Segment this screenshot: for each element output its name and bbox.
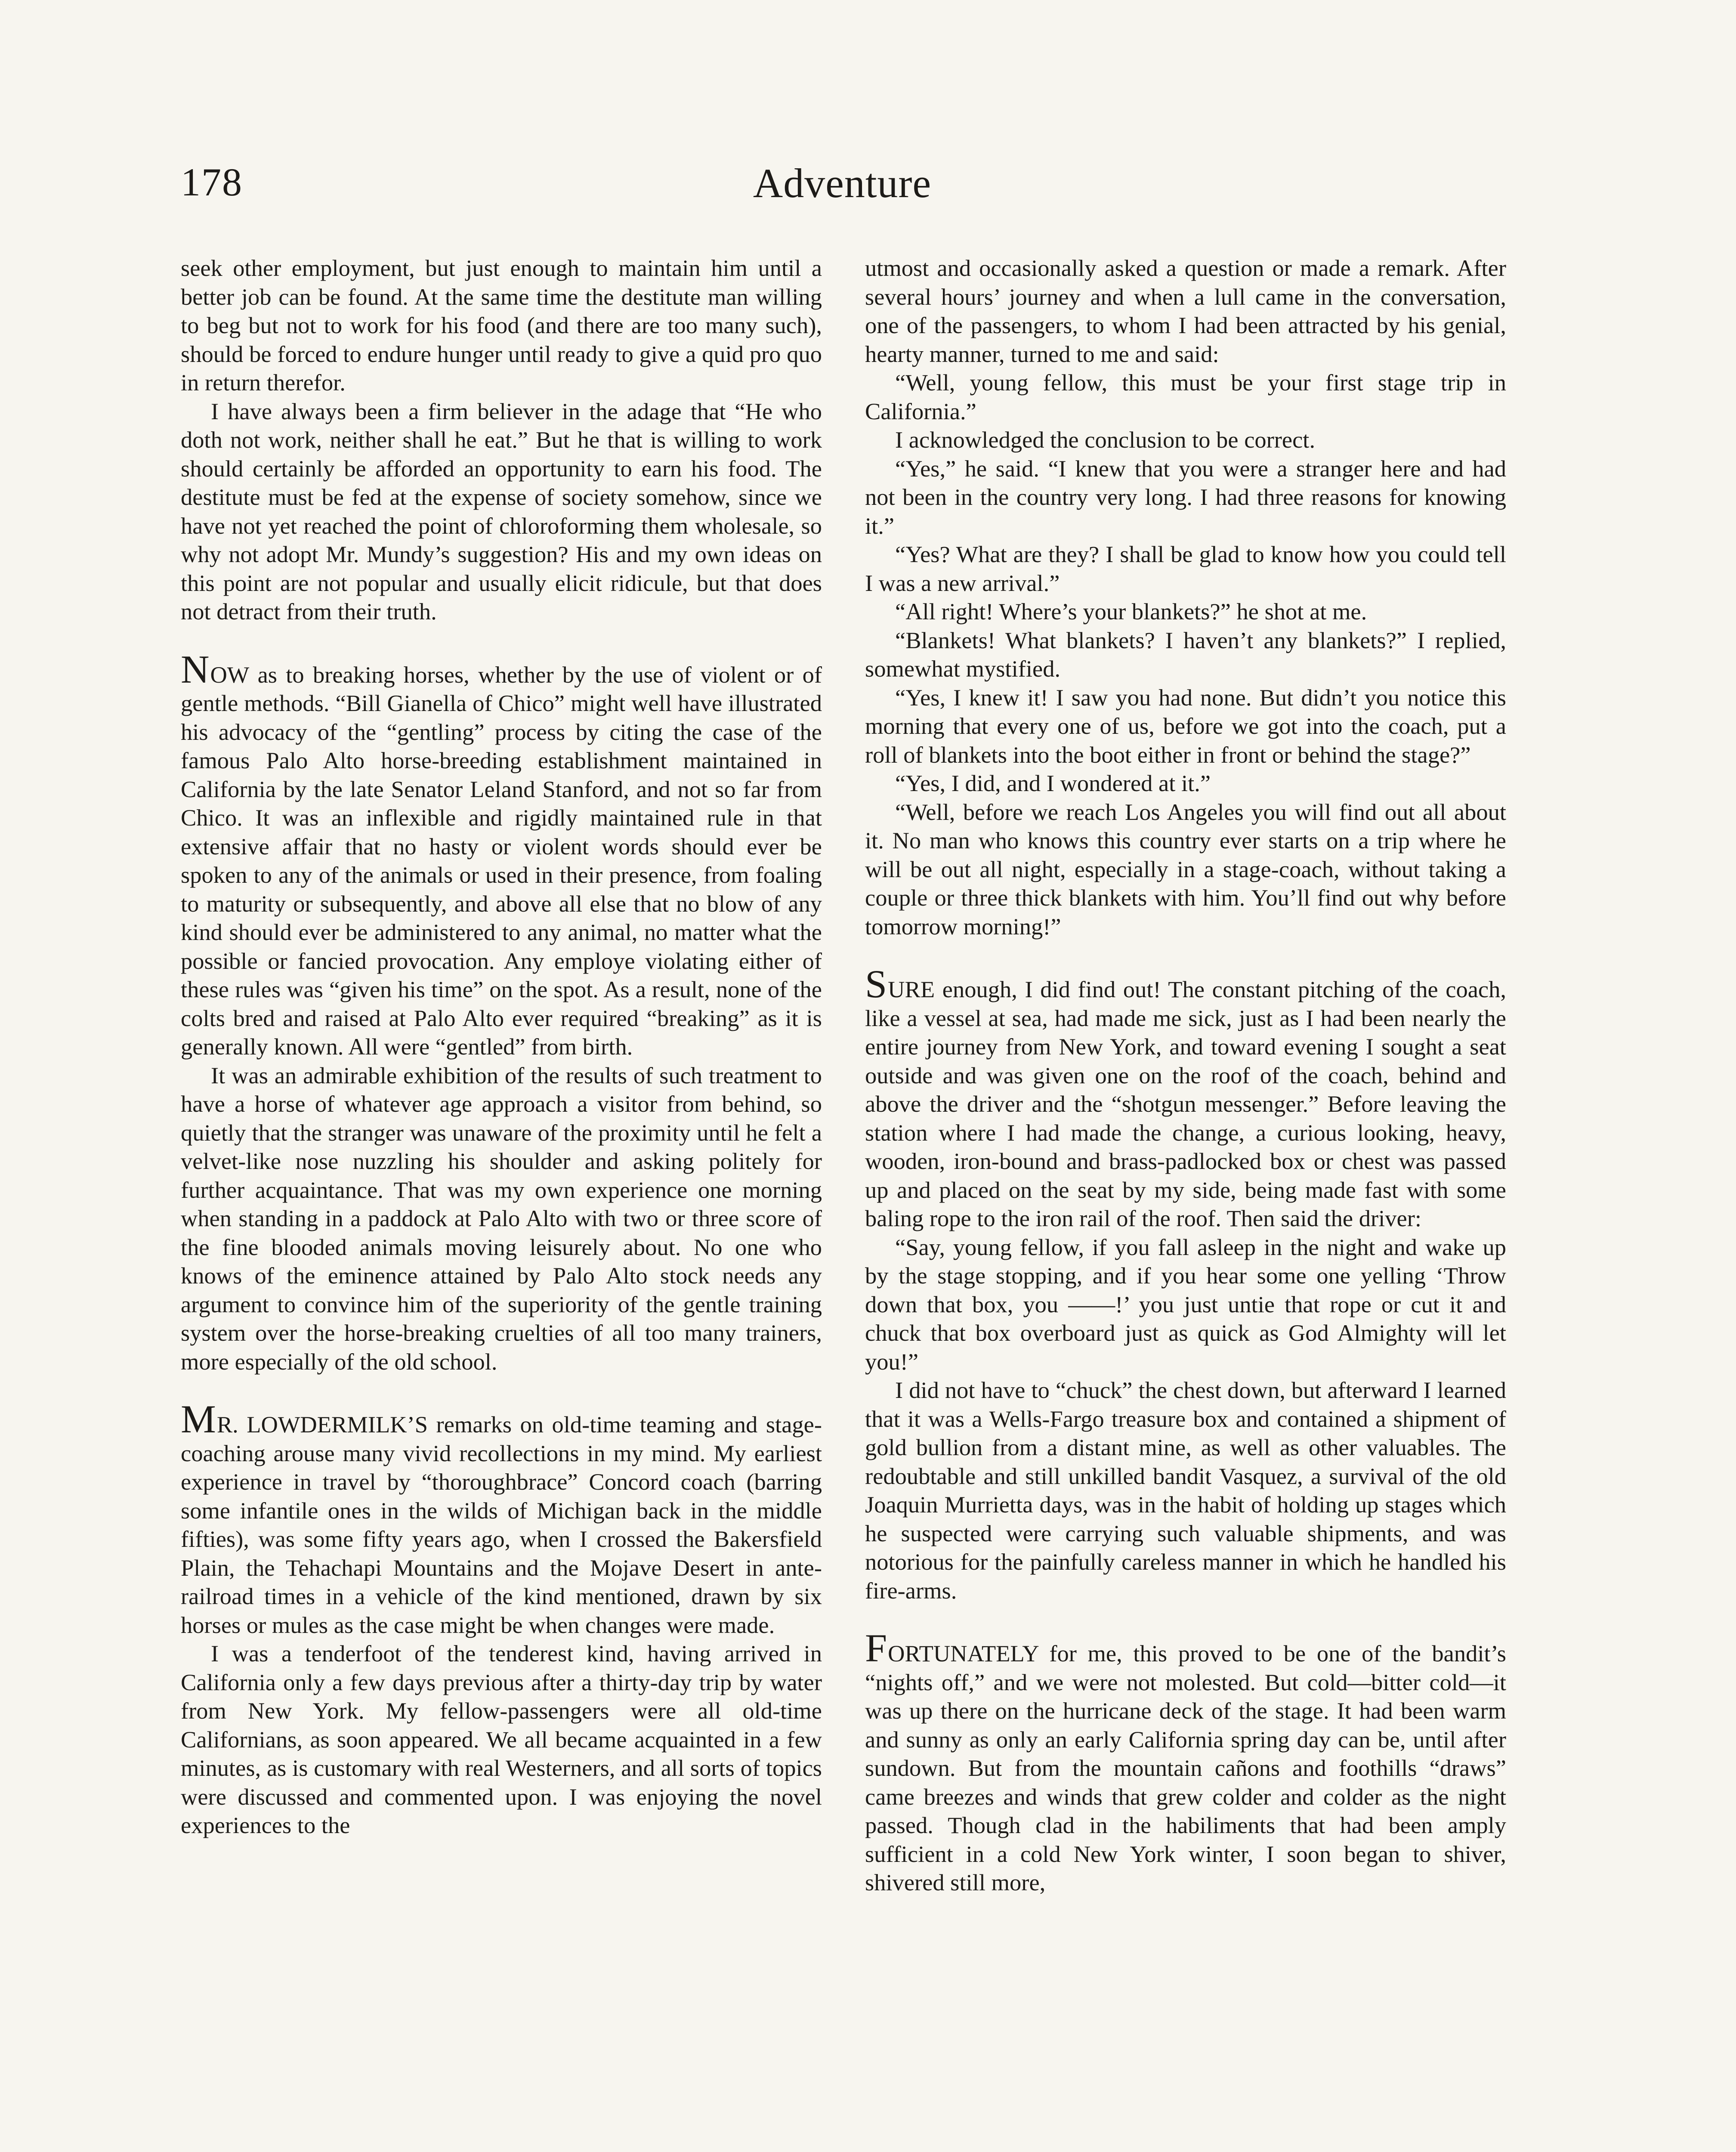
section-paragraph	[181, 1397, 822, 1639]
paragraph	[865, 1376, 1506, 1605]
paragraph-text: “Yes, I did, and I wondered at it.”	[895, 770, 1211, 796]
paragraph-text: It was an admirable exhibition of the results of such treatment to have a horse of whatever age approach a visitor from behind, so quietly that the stranger was unaware of the proximity until he felt a velvet-like nose nuzzling his shoulder and asking politely for further acquaintance. That was my own experience one morning when standing in a paddock at Palo Alto with two or three score of the fine blooded animals moving leisurely about. No one who knows of the eminence attained by Palo Alto stock needs any argument to convince him of the superiority of the gentle training system over the horse-breaking cruelties of all too many trainers, more especially of the old school.	[181, 1062, 822, 1375]
paragraph	[865, 683, 1506, 770]
running-title: Adventure	[753, 160, 932, 206]
paragraph-text: ORTUNATELY for me, this proved to be one of the bandit’s “nights off,” and we were not molested. But cold—bitter cold—it was up there on the hurricane deck of the stage. It had been warm and sunny as only an early California spring day can be, until after sundown. But from the mountain cañons and foothills “draws” came breezes and winds that grew colder and colder as the night passed. Though clad in the habiliments that had been amply sufficient in a cold New York winter, I soon began to shiver, shivered still more,	[865, 1640, 1506, 1895]
paragraph-text: I was a tenderfoot of the tenderest kind, having arrived in California only a few days previous after a thirty-day trip by water from New York. My fellow-passengers were all old-time Californians, as soon appeared. We all became acquainted in a few minutes, as is customary with real Westerners, and all sorts of topics were discussed and commented upon. I was enjoying the novel experiences to the	[181, 1640, 822, 1838]
page-header	[181, 155, 1504, 220]
drop-cap: N	[181, 647, 210, 691]
paragraph-text: as to breaking horses, whether by the use of violent or of gentle methods. “Bill Gianella of Chico” might well have illustrated his advocacy of the “gentling” process by citing the case of the famous Palo Alto horse-breeding establishment maintained in California by the late Senator Leland Stanford, and not so far from Chico. It was an inflexible and rigidly maintained rule in that extensive affair that no hasty or violent words should ever be spoken to any of the animals or used in their presence, from foaling to maturity or subsequently, and above all else that no blow of any kind should ever be administered to any animal, no matter what the possible or fancied provocation. Any employe violating either of these rules was “given his time” on the spot. As a result, none of the colts bred and raised at Palo Alto ever required “breaking” as it is generally known. All were “gentled” from birth.	[181, 661, 822, 1060]
paragraph-text: I acknowledged the conclusion to be correct.	[895, 427, 1316, 453]
paragraph-text: URE enough, I did find out! The constant pitching of the coach, like a vessel at sea, had made me sick, just as I had been nearly the entire journey from New York, and toward evening I sought a seat outside and was given one on the roof of the coach, behind and above the driver and the “shotgun messenger.” Before leaving the station where I had made the change, a curious looking, heavy, wooden, iron-bound and brass-padlocked box or chest was passed up and placed on the seat by my side, being made fast with some baling rope to the iron rail of the roof. Then said the driver:	[865, 976, 1506, 1231]
left-column	[181, 254, 822, 2152]
section-paragraph	[181, 647, 822, 1061]
drop-cap: F	[865, 1626, 887, 1670]
paragraph	[865, 368, 1506, 426]
paragraph	[865, 798, 1506, 941]
paragraph-text: “Well, before we reach Los Angeles you will find out all about it. No man who knows this country ever starts on a trip where he will be out all night, especially in a stage-coach, without taking a couple or three thick blankets with him. You’ll find out why before tomorrow morning!”	[865, 798, 1506, 940]
paragraph-text: “Say, young fellow, if you fall asleep in the night and wake up by the stage stopping, and if you hear some one yelling ‘Throw down that box, you ——!’ you just untie that rope or cut it and chuck that box overboard just as quick as God Almighty will let you!”	[865, 1234, 1506, 1375]
paragraph-text: “All right! Where’s your blankets?” he shot at me.	[895, 598, 1367, 625]
paragraph	[865, 254, 1506, 368]
paragraph	[181, 1639, 822, 1840]
text-columns	[181, 254, 1506, 2152]
paragraph-text: I have always been a firm believer in the adage that “He who doth not work, neither shall he eat.” But he that is willing to work should certainly be afforded an opportunity to earn his food. The destitute must be fed at the expense of society somehow, since we have not yet reached the point of chloroforming them wholesale, so why not adopt Mr. Mundy’s suggestion? His and my own ideas on this point are not popular and usually elicit ridicule, but that does not detract from their truth.	[181, 398, 822, 625]
paragraph-text: seek other employment, but just enough to maintain him until a better job can be found. At the same time the destitute man willing to beg but not to work for his food (and there are too many such), should be forced to endure hunger until ready to give a quid pro quo in return therefor.	[181, 255, 822, 396]
right-column	[865, 254, 1506, 2152]
paragraph-text: “Yes? What are they? I shall be glad to know how you could tell I was a new arrival.”	[865, 541, 1506, 596]
paragraph	[181, 397, 822, 626]
section-paragraph	[865, 962, 1506, 1233]
paragraph	[865, 597, 1506, 626]
drop-cap: S	[865, 962, 887, 1006]
paragraph-text: “Yes, I knew it! I saw you had none. But didn’t you notice this morning that every one of us, before we got into the coach, put a roll of blankets into the boot either in front or behind the stage?”	[865, 684, 1506, 768]
paragraph	[865, 1233, 1506, 1376]
page-number: 178	[181, 160, 243, 204]
paragraph	[865, 426, 1506, 455]
paragraph-text: R. LOWDERMILK’S remarks on old-time teaming and stage-coaching arouse many vivid recollections in my mind. My earliest experience in travel by “thoroughbrace” Concord coach (barring some infantile ones in the wilds of Michigan back in the middle fifties), was some fifty years ago, when I crossed the Bakersfield Plain, the Tehachapi Mountains and the Mojave Desert in ante-railroad times in a vehicle of the kind mentioned, drawn by six horses or mules as the case might be when changes were made.	[181, 1411, 822, 1638]
paragraph	[865, 769, 1506, 798]
paragraph	[181, 1061, 822, 1376]
paragraph-text: “Yes,” he said. “I knew that you were a stranger here and had not been in the country very long. I had three reasons for knowing it.”	[865, 455, 1506, 539]
paragraph-text: “Well, young fellow, this must be your first stage trip in California.”	[865, 369, 1506, 424]
paragraph	[181, 254, 822, 397]
paragraph-text: “Blankets! What blankets? I haven’t any blankets?” I replied, somewhat mystified.	[865, 627, 1506, 682]
drop-cap: M	[181, 1397, 216, 1441]
section-paragraph	[865, 1626, 1506, 1897]
paragraph	[865, 455, 1506, 541]
paragraph-text: I did not have to “chuck” the chest down, but afterward I learned that it was a Wells-Fargo treasure box and contained a shipment of gold bullion from a distant mine, as well as other valuables. The redoubtable and still unkilled bandit Vasquez, a survival of the old Joaquin Murrietta days, was in the habit of holding up stages which he suspected were carrying such valuable shipments, and was notorious for the painfully careless manner in which he handled his fire-arms.	[865, 1377, 1506, 1604]
paragraph	[865, 540, 1506, 597]
paragraph-text: utmost and occasionally asked a question or made a remark. After several hours’ journey and when a lull came in the conversation, one of the passengers, to whom I had been attracted by his genial, hearty manner, turned to me and said:	[865, 255, 1506, 367]
paragraph	[865, 626, 1506, 683]
section-head: OW	[210, 661, 249, 688]
